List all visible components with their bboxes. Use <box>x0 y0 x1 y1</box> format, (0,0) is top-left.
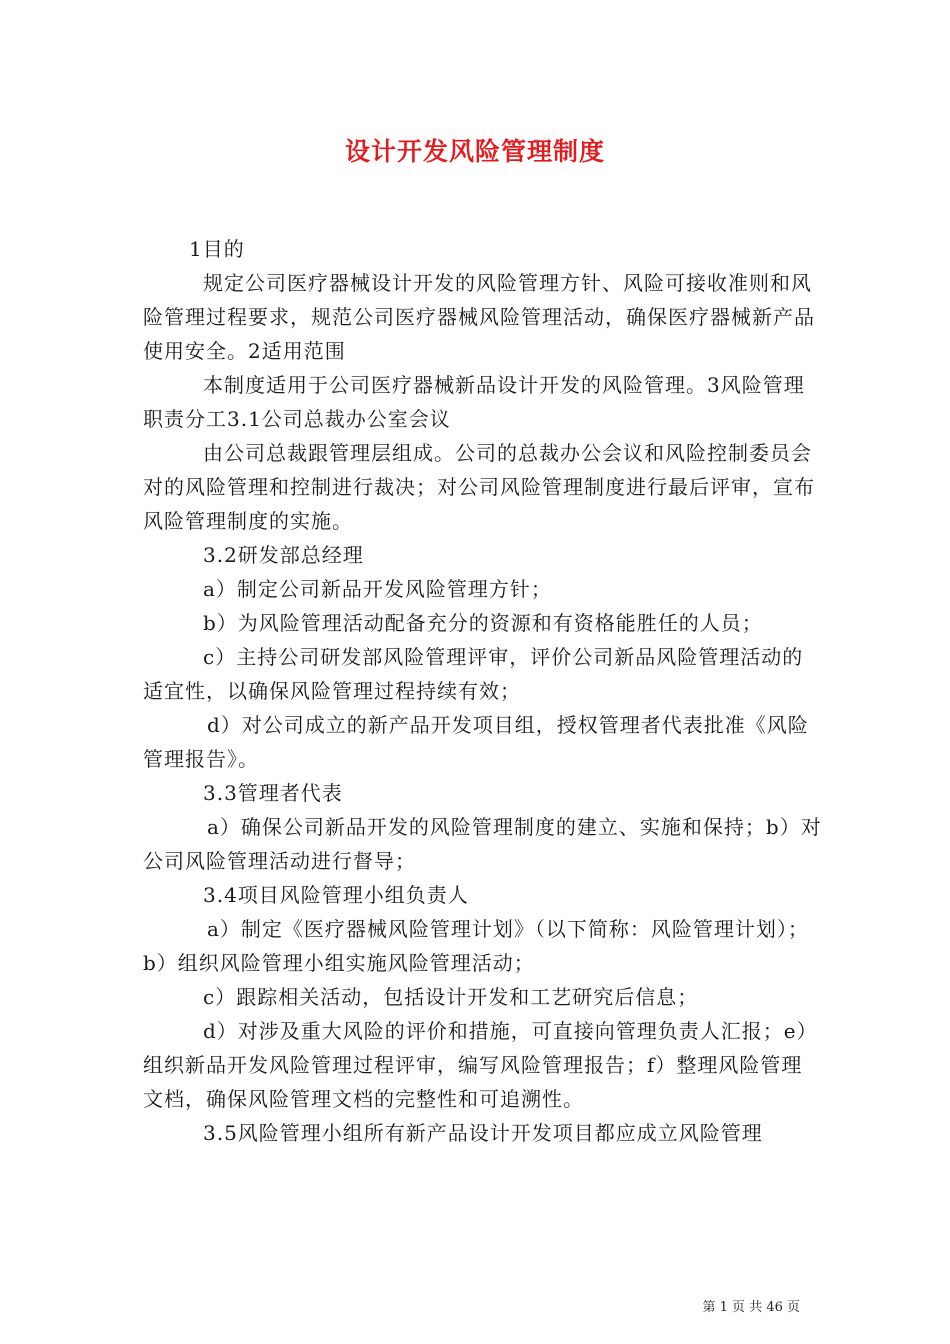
paragraph: c）跟踪相关活动，包括设计开发和工艺研究后信息； <box>203 985 699 1009</box>
paragraph: 3.2研发部总经理 <box>203 543 364 567</box>
paragraph: d）对公司成立的新产品开发项目组，授权管理者代表批准《风险管理报告》。 <box>143 713 809 771</box>
paragraph: b）为风险管理活动配备充分的资源和有资格能胜任的人员； <box>203 611 763 635</box>
paragraph: d）对涉及重大风险的评价和措施，可直接向管理负责人汇报；e）组织新品开发风险管理过程评审，编写风险管理报告；f）整理风险管理文档，确保风险管理文档的完整性和可追溯性。 <box>143 1019 818 1111</box>
paragraph: 3.3管理者代表 <box>203 781 343 805</box>
page-number: 第 1 页 共 46 页 <box>702 1300 800 1315</box>
paragraph: c）主持公司研发部风险管理评审，评价公司新品风险管理活动的适宜性，以确保风险管理过程持续有效； <box>143 645 804 703</box>
page-title: 设计开发风险管理制度 <box>344 137 605 166</box>
paragraph: 由公司总裁跟管理层组成。公司的总裁办公会议和风险控制委员会对的风险管理和控制进行裁决；对公司风险管理制度进行最后评审，宣布风险管理制度的实施。 <box>143 441 815 533</box>
document-body <box>143 232 823 1150</box>
paragraph: a）制定公司新品开发风险管理方针； <box>203 577 552 601</box>
paragraph: 规定公司医疗器械设计开发的风险管理方针、风险可接收准则和风险管理过程要求，规范公司医疗器械风险管理活动，确保医疗器械新产品使用安全。2适用范围 <box>143 271 815 363</box>
paragraph: 3.4项目风险管理小组负责人 <box>203 883 469 907</box>
paragraph: 1目的 <box>189 237 245 261</box>
paragraph: a）确保公司新品开发的风险管理制度的建立、实施和保持；b）对公司风险管理活动进行督导； <box>143 815 822 873</box>
paragraph: 3.5风险管理小组所有新产品设计开发项目都应成立风险管理 <box>203 1121 763 1145</box>
paragraph: 本制度适用于公司医疗器械新品设计开发的风险管理。3风险管理职责分工3.1公司总裁办公室会议 <box>143 373 805 431</box>
paragraph: a）制定《医疗器械风险管理计划》（以下简称：风险管理计划）；b）组织风险管理小组实施风险管理活动； <box>143 917 809 975</box>
